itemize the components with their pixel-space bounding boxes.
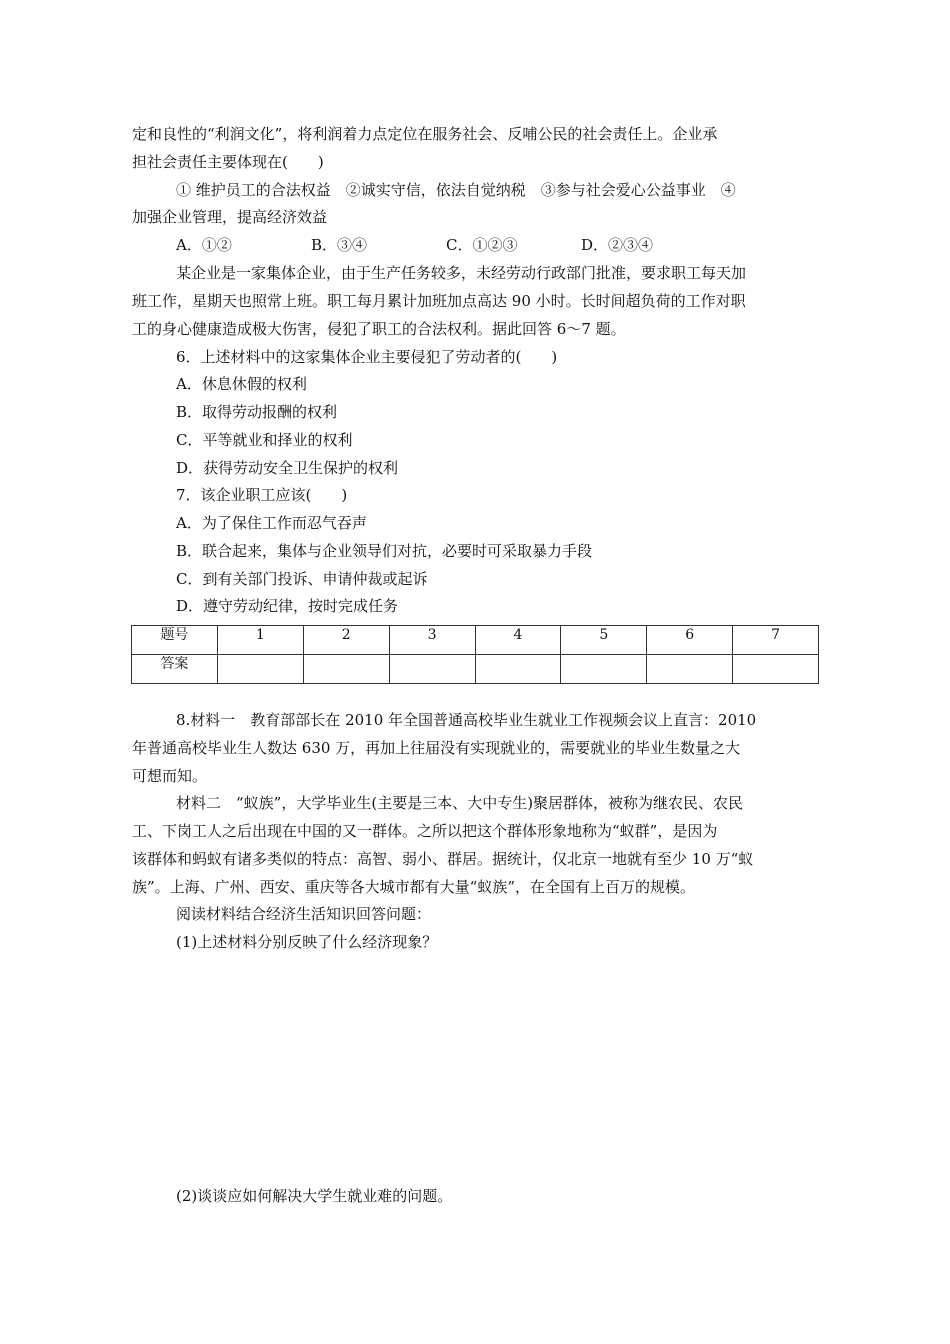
question-number-cell: 6 [647,626,733,655]
q6-stem: 6．上述材料中的这家集体企业主要侵犯了劳动者的( ) [176,348,558,366]
q6-option-d: D．获得劳动安全卫生保护的权利 [176,459,399,477]
q7-stem: 7．该企业职工应该( ) [176,486,348,504]
q8-material-2-line-1: 材料二 “蚁族”，大学毕业生(主要是三本、大中专生)聚居群体，被称为继农民、农民 [176,794,744,812]
q5-option-d: D．②③④ [581,236,654,254]
question-number-cell: 4 [475,626,561,655]
question-number-header: 题号 [132,626,218,655]
answer-cell[interactable] [475,655,561,684]
answer-cell[interactable] [647,655,733,684]
q6-option-a: A．休息休假的权利 [176,375,307,393]
q7-option-c: C．到有关部门投诉、申请仲裁或起诉 [176,570,428,588]
material-line-2: 班工作，星期天也照常上班。职工每月累计加班加点高达 90 小时。长时间超负荷的工作对职 [132,292,746,310]
q5-items-line-1: ① 维护员工的合法权益 ②诚实守信，依法自觉纳税 ③参与社会爱心公益事业 ④ [176,181,736,199]
material-line-1: 某企业是一家集体企业，由于生产任务较多，未经劳动行政部门批准，要求职工每天加 [176,264,747,282]
q8-material-1-line-2: 年普通高校毕业生人数达 630 万，再加上往届没有实现就业的，需要就业的毕业生数量之大 [132,739,741,757]
q7-option-a: A．为了保住工作而忍气吞声 [176,514,367,532]
answer-table-answer-row [132,655,819,684]
answer-cell[interactable] [389,655,475,684]
q5-stem-line-1: 定和良性的“利润文化”，将利润着力点定位在服务社会、反哺公民的社会责任上。企业承 [132,125,718,143]
q8-material-2-line-3: 该群体和蚂蚁有诸多类似的特点：高智、弱小、群居。据统计，仅北京一地就有至少 10 万“蚁 [132,850,754,868]
material-line-3: 工的身心健康造成极大伤害，侵犯了职工的合法权利。据此回答 6～7 题。 [132,320,626,338]
answer-cell[interactable] [733,655,819,684]
q5-options [176,235,866,255]
q8-material-1-line-1: 8.材料一 教育部部长在 2010 年全国普通高校毕业生就业工作视频会议上直言：2010 [176,711,757,729]
q7-option-b: B．联合起来，集体与企业领导们对抗，必要时可采取暴力手段 [176,542,593,560]
q8-subquestion-1: (1)上述材料分别反映了什么经济现象？ [176,933,438,951]
q5-option-a: A．①② [176,236,232,254]
answer-cell[interactable] [303,655,389,684]
answer-cell[interactable] [561,655,647,684]
answer-table-header-row [132,626,819,655]
q8-subquestion-2: (2)谈谈应如何解决大学生就业难的问题。 [176,1187,453,1205]
q8-material-1-line-3: 可想而知。 [132,767,208,785]
answer-header: 答案 [132,655,218,684]
question-number-cell: 5 [561,626,647,655]
q6-option-c: C．平等就业和择业的权利 [176,431,353,449]
q5-option-b: B．③④ [311,236,368,254]
q8-material-2-line-2: 工、下岗工人之后出现在中国的又一群体。之所以把这个群体形象地称为“蚁群”，是因为 [132,822,718,840]
answer-table [131,625,819,684]
answer-cell[interactable] [217,655,303,684]
q5-option-c: C．①②③ [446,236,518,254]
question-number-cell: 3 [389,626,475,655]
q8-instruction: 阅读材料结合经济生活知识回答问题： [176,905,432,923]
q6-option-b: B．取得劳动报酬的权利 [176,403,338,421]
q8-material-2-line-4: 族”。上海、广州、西安、重庆等各大城市都有大量“蚁族”，在全国有上百万的规模。 [132,878,696,896]
question-number-cell: 1 [217,626,303,655]
q7-option-d: D．遵守劳动纪律，按时完成任务 [176,597,399,615]
q5-items-line-2: 加强企业管理，提高经济效益 [132,208,328,226]
question-number-cell: 2 [303,626,389,655]
q5-stem-line-2: 担社会责任主要体现在( ) [132,153,324,171]
question-number-cell: 7 [733,626,819,655]
